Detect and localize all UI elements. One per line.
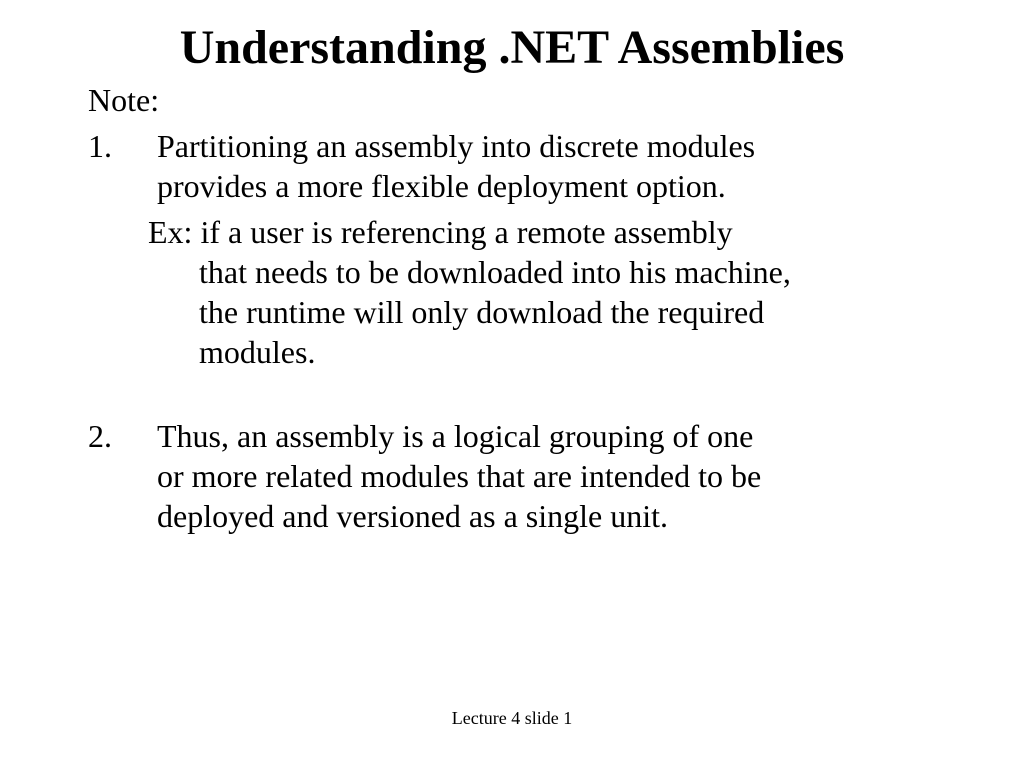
list-item-line: deployed and versioned as a single unit.	[157, 498, 668, 534]
example-line: modules.	[199, 334, 316, 370]
slide-footer: Lecture 4 slide 1	[451, 708, 573, 728]
example-line: the runtime will only download the required	[199, 294, 765, 330]
example-paragraph	[148, 212, 968, 372]
list-item-line: Partitioning an assembly into discrete modules	[157, 128, 756, 164]
slide-title: Understanding .NET Assemblies	[179, 21, 845, 74]
list-item-line: provides a more flexible deployment option.	[157, 168, 726, 204]
note-label: Note:	[88, 82, 160, 118]
list-item-line: Thus, an assembly is a logical grouping of one	[157, 418, 754, 454]
example-line: Ex: if a user is referencing a remote assembly	[148, 214, 733, 250]
list-item-text	[157, 126, 957, 206]
list-item-text	[157, 416, 957, 536]
list-item-number: 1.	[88, 128, 112, 164]
list-item-number: 2.	[88, 418, 112, 454]
list-item-line: or more related modules that are intended to be	[157, 458, 762, 494]
example-line: that needs to be downloaded into his machine,	[199, 254, 791, 290]
